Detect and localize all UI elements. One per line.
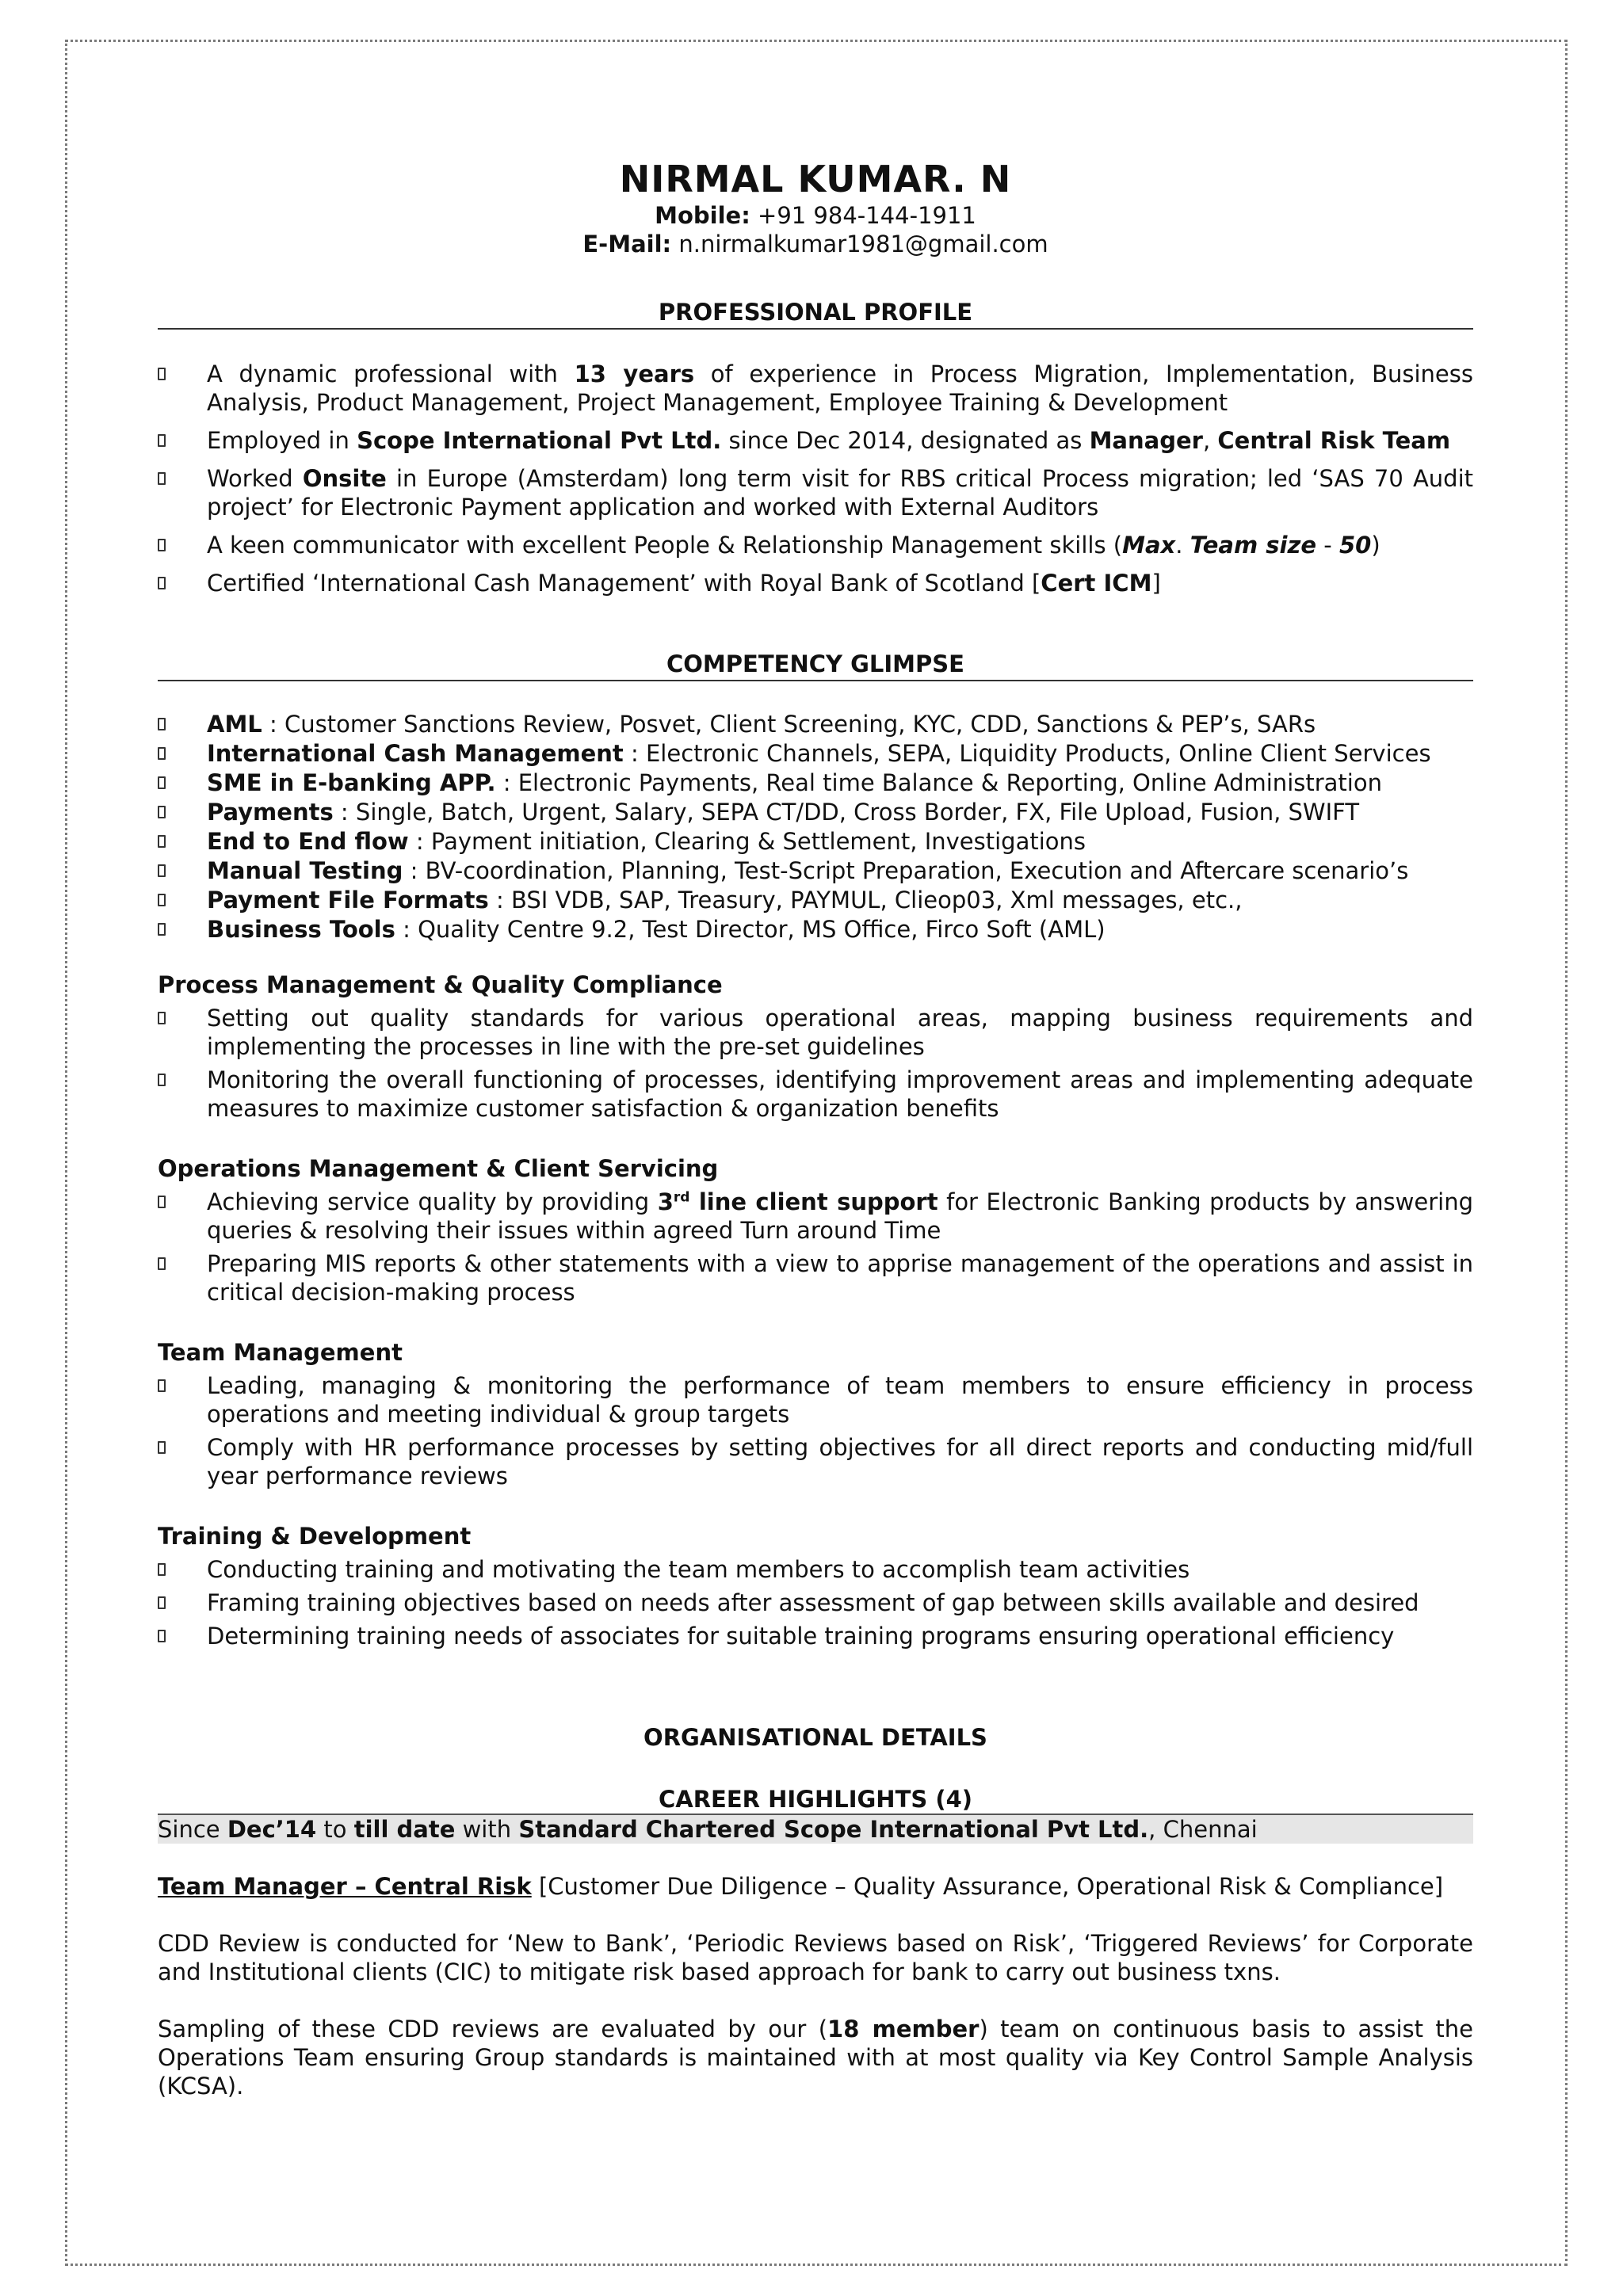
organisational-details-heading: ORGANISATIONAL DETAILS <box>643 1724 987 1751</box>
profile-item <box>158 531 1473 559</box>
ordinal-suffix: rd <box>673 1189 690 1206</box>
bullet-icon <box>158 894 166 906</box>
text: Preparing MIS reports & other statements with a view to apprise management of the operations and assist in critical decision-making process <box>207 1250 1473 1306</box>
competency-label: Payments <box>207 799 334 826</box>
text: Certified ‘International Cash Management’ with Royal Bank of Scotland [ <box>207 570 1041 597</box>
competency-item <box>158 798 1473 826</box>
operations-management-heading: Operations Management & Client Servicing <box>158 1155 719 1182</box>
sampling-paragraph <box>158 2015 1473 2100</box>
competency-label: AML <box>207 711 262 738</box>
candidate-name: NIRMAL KUMAR. N <box>619 158 1012 200</box>
bullet-icon <box>158 864 166 877</box>
competency-list <box>158 710 1473 944</box>
competency-text: : Electronic Payments, Real time Balance & Reporting, Online Administration <box>495 769 1382 796</box>
text: Determining training needs of associates for suitable training programs ensuring operational efficiency <box>207 1623 1395 1650</box>
bullet-icon <box>158 835 166 848</box>
email-line <box>158 230 1473 258</box>
competency-label: End to End flow <box>207 828 409 855</box>
process-management-heading: Process Management & Quality Compliance <box>158 971 723 998</box>
bullet-icon <box>158 1012 166 1024</box>
text: Worked <box>207 465 303 492</box>
team-item <box>158 1371 1473 1428</box>
bullet-icon <box>158 1074 166 1086</box>
team-size-value: 50 <box>1338 532 1372 559</box>
bullet-icon <box>158 1379 166 1392</box>
text: Monitoring the overall functioning of processes, identifying improvement areas and implementing adequate measures to maximize customer satisfaction & organization benefits <box>207 1066 1473 1122</box>
process-list <box>158 1004 1473 1123</box>
bullet-icon <box>158 434 166 447</box>
team-member-count: 18 member <box>827 2016 980 2042</box>
role-description: [Customer Due Diligence – Quality Assurance, Operational Risk & Compliance] <box>531 1873 1444 1900</box>
support-level: 3 <box>657 1188 674 1215</box>
process-item <box>158 1004 1473 1061</box>
text: Since <box>158 1816 227 1843</box>
onsite-highlight: Onsite <box>302 465 387 492</box>
company-name: Standard Chartered Scope International Pvt Ltd. <box>518 1816 1149 1843</box>
bullet-icon <box>158 1196 166 1208</box>
bullet-icon <box>158 368 166 380</box>
mobile-line <box>158 201 1473 230</box>
employment-period-bar <box>158 1815 1473 1844</box>
bullet-icon <box>158 1596 166 1609</box>
max-highlight: Max <box>1122 532 1176 559</box>
competency-label: Business Tools <box>207 916 395 943</box>
competency-label: Manual Testing <box>207 857 403 884</box>
profile-list <box>158 360 1473 597</box>
text: A dynamic professional with <box>207 360 575 387</box>
operations-item <box>158 1188 1473 1245</box>
training-item <box>158 1555 1473 1584</box>
training-list <box>158 1555 1473 1650</box>
competency-text: : BV-coordination, Planning, Test-Script Preparation, Execution and Aftercare scenario’s <box>403 857 1409 884</box>
text: for Electronic Banking products by answering queries & resolving their issues within agreed Turn around Time <box>207 1188 1473 1244</box>
training-development-heading: Training & Development <box>158 1523 472 1550</box>
competency-label: SME in E-banking APP. <box>207 769 496 796</box>
competency-item <box>158 769 1473 797</box>
competency-text: : Quality Centre 9.2, Test Director, MS Office, Firco Soft (AML) <box>395 916 1106 943</box>
location: , Chennai <box>1148 1816 1258 1843</box>
mobile-label: Mobile: <box>655 202 750 229</box>
competency-item <box>158 856 1473 885</box>
email-label: E-Mail: <box>582 231 672 257</box>
text: Leading, managing & monitoring the performance of team members to ensure efficiency in process operations and meeting individual & group targets <box>207 1372 1473 1428</box>
text: Sampling of these CDD reviews are evaluated by our ( <box>158 2016 828 2042</box>
operations-list <box>158 1188 1473 1306</box>
competency-text: : Customer Sanctions Review, Posvet, Client Screening, KYC, CDD, Sanctions & PEP’s, SARs <box>262 711 1316 738</box>
team-management-heading: Team Management <box>158 1339 403 1366</box>
process-item <box>158 1066 1473 1123</box>
mobile-number: +91 984-144-1911 <box>758 202 976 229</box>
competency-text: : Single, Batch, Urgent, Salary, SEPA CT/DD, Cross Border, FX, File Upload, Fusion, SWIFT <box>333 799 1360 826</box>
text: - <box>1316 532 1339 559</box>
bullet-icon <box>158 806 166 818</box>
text: A keen communicator with excellent People & Relationship Management skills ( <box>207 532 1123 559</box>
text: Conducting training and motivating the team members to accomplish team activities <box>207 1556 1190 1583</box>
competency-glimpse-heading: COMPETENCY GLIMPSE <box>158 650 1473 681</box>
text: ] <box>1151 570 1161 597</box>
role-title: Team Manager – Central Risk <box>158 1873 532 1900</box>
designation-highlight: Manager <box>1089 427 1203 454</box>
text: Setting out quality standards for various operational areas, mapping business requirements and implementing the processes in line with the pre-set guidelines <box>207 1005 1473 1060</box>
cert-highlight: Cert ICM <box>1041 570 1152 597</box>
competency-text: : BSI VDB, SAP, Treasury, PAYMUL, Clieop03, Xml messages, etc., <box>488 887 1243 913</box>
competency-text: : Payment initiation, Clearing & Settlement, Investigations <box>408 828 1086 855</box>
bullet-icon <box>158 1563 166 1576</box>
bullet-icon <box>158 747 166 760</box>
start-date: Dec’14 <box>227 1816 317 1843</box>
text: to <box>316 1816 354 1843</box>
email-address: n.nirmalkumar1981@gmail.com <box>678 231 1048 257</box>
text: Framing training objectives based on needs after assessment of gap between skills available and desired <box>207 1589 1419 1616</box>
bullet-icon <box>158 539 166 551</box>
text: ) <box>1371 532 1381 559</box>
bullet-icon <box>158 923 166 936</box>
professional-profile-heading: PROFESSIONAL PROFILE <box>158 298 1473 330</box>
competency-item <box>158 739 1473 768</box>
resume-document <box>158 157 1473 2100</box>
text: . <box>1175 532 1190 559</box>
competency-item <box>158 915 1473 944</box>
competency-item <box>158 710 1473 738</box>
profile-item <box>158 464 1473 521</box>
support-highlight: line client support <box>689 1188 938 1215</box>
career-highlights-heading: CAREER HIGHLIGHTS (4) <box>158 1785 1473 1815</box>
profile-item <box>158 569 1473 597</box>
training-item <box>158 1622 1473 1650</box>
text: Comply with HR performance processes by setting objectives for all direct reports and conducting mid/full year performance reviews <box>207 1434 1473 1489</box>
team-highlight: Central Risk Team <box>1217 427 1451 454</box>
text: with <box>455 1816 519 1843</box>
text: ) team on continuous basis to assist the Operations Team ensuring Group standards is maintained with at most quality via Key Control Sample Analysis (KCSA). <box>158 2016 1473 2100</box>
competency-text: : Electronic Channels, SEPA, Liquidity Products, Online Client Services <box>623 740 1431 767</box>
years-highlight: 13 years <box>574 360 695 387</box>
competency-item <box>158 886 1473 914</box>
bullet-icon <box>158 776 166 789</box>
bullet-icon <box>158 472 166 485</box>
competency-label: International Cash Management <box>207 740 624 767</box>
team-list <box>158 1371 1473 1490</box>
end-date: till date <box>353 1816 456 1843</box>
cdd-review-paragraph: CDD Review is conducted for ‘New to Bank’, ‘Periodic Reviews based on Risk’, ‘Triggered Reviews’ for Corporate and Institutional clients (CIC) to mitigate risk based approach for bank to carry out business txns. <box>158 1930 1473 1985</box>
competency-item <box>158 827 1473 856</box>
operations-item <box>158 1249 1473 1306</box>
competency-label: Payment File Formats <box>207 887 489 913</box>
role-line <box>158 1872 1473 1901</box>
training-item <box>158 1589 1473 1617</box>
text: in Europe (Amsterdam) long term visit for RBS critical Process migration; led ‘SAS 70 Audit project’ for Electronic Payment application and worked with External Auditors <box>207 465 1473 521</box>
bullet-icon <box>158 718 166 730</box>
bullet-icon <box>158 1630 166 1642</box>
team-item <box>158 1433 1473 1490</box>
team-size-highlight: Team size <box>1190 532 1317 559</box>
text: of experience in Process Migration, Implementation, Business Analysis, Product Management, Project Management, Employee Training & Development <box>207 360 1473 416</box>
text: Achieving service quality by providing <box>207 1188 658 1215</box>
bullet-icon <box>158 1257 166 1270</box>
bullet-icon <box>158 577 166 589</box>
employer-highlight: Scope International Pvt Ltd. <box>357 427 722 454</box>
profile-item <box>158 360 1473 417</box>
text: since Dec 2014, designated as <box>721 427 1090 454</box>
text: , <box>1202 427 1218 454</box>
profile-item <box>158 426 1473 455</box>
text: Employed in <box>207 427 357 454</box>
bullet-icon <box>158 1441 166 1454</box>
